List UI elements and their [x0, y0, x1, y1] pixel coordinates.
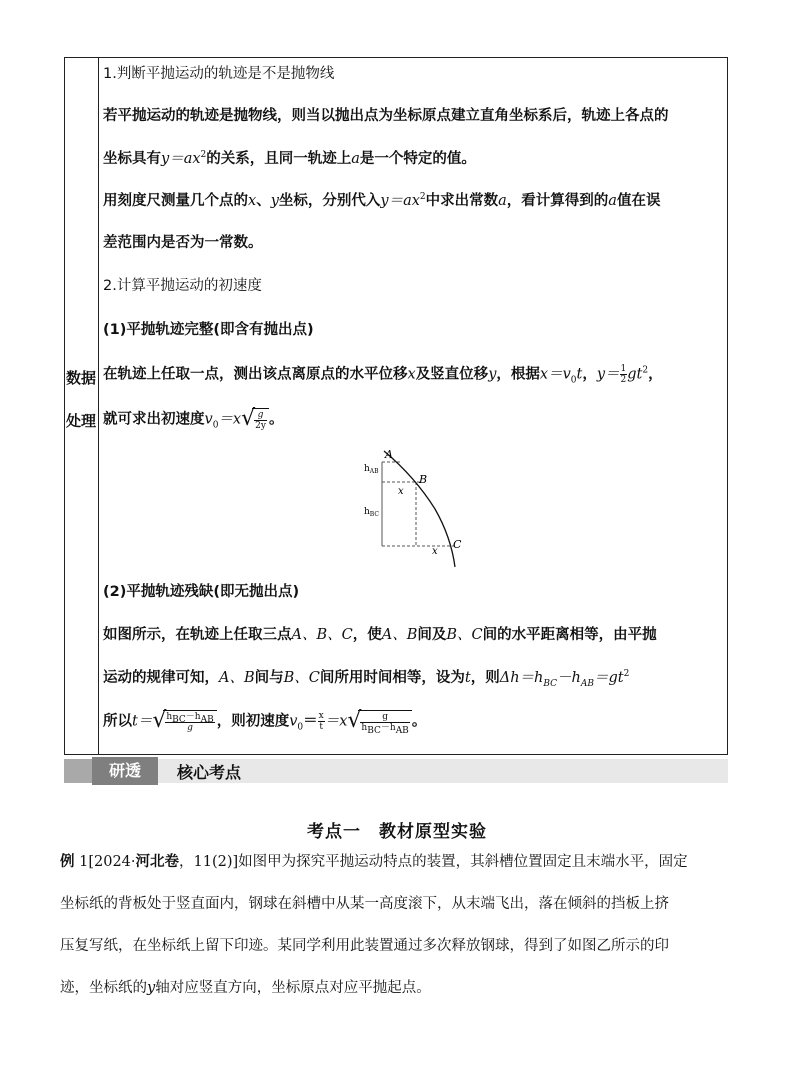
section-banner — [64, 757, 728, 787]
heading-2-1: (1)平抛轨迹完整(即含有抛出点) — [103, 322, 314, 338]
trajectory-figure — [355, 447, 475, 572]
paragraph-2: 坐标具有$y=ax^2$的关系，且同一轨迹上a是一个特定的值。 — [103, 150, 476, 167]
heading-2: 2.计算平抛运动的初速度 — [103, 278, 262, 294]
h-bc-label: $h_{BC}$ — [364, 507, 379, 518]
example-line-3: 压复写纸，在坐标纸上留下印迹。某同学利用此装置通过多次释放钢球，得到了如图乙所示的印 — [60, 938, 669, 954]
banner-background — [64, 759, 728, 783]
x-label-upper: x — [398, 486, 404, 497]
point-b-label: B — [419, 473, 428, 486]
point-a-label: A — [385, 448, 393, 461]
h-ab-label: $h_{AB}$ — [364, 464, 379, 475]
trajectory-curve — [384, 451, 455, 567]
banner-tag-shadow — [64, 759, 92, 783]
paragraph-8: 运动的规律可知，A、B间与B、C间所用时间相等，设为t，则$\Delta h=h_{BC}-h_{AB}=gt^2$ — [103, 669, 630, 689]
paragraph-6: 就可求出初速度$v_0=x$ √ $\frac{g}{2y}$ 。 — [103, 406, 284, 431]
point-c-label: C — [453, 538, 462, 551]
heading-2-2: (2)平抛轨迹残缺(即无抛出点) — [103, 584, 300, 600]
section-title: 考点一 教材原型实验 — [307, 822, 487, 842]
example-line-4: 迹，坐标纸的y轴对应竖直方向，坐标原点对应平抛起点。 — [60, 980, 431, 996]
x-label-lower: x — [432, 546, 438, 557]
paragraph-5: 在轨迹上任取一点，测出该点离原点的水平位移x及竖直位移y，根据$x=v_0t$，y＝ $\frac{1}{2}$ $gt^2$， — [103, 364, 663, 386]
example-line-2: 坐标纸的背板处于竖直面内，钢球在斜槽中从某一高度滚下，从末端飞出，落在倾斜的挡板上挤 — [60, 896, 669, 912]
side-label-line2: 处理 — [65, 412, 96, 430]
banner-title: 核心考点 — [177, 763, 242, 782]
paragraph-7: 如图所示，在轨迹上任取三点A、B、C，使A、B间及B、C间的水平距离相等，由平抛 — [103, 627, 657, 643]
paragraph-4: 差范围内是否为一常数。 — [103, 235, 263, 251]
table-column-divider — [98, 57, 99, 755]
paragraph-3: 用刻度尺测量几个点的x、y坐标，分别代入$y=ax^2$中求出常数a，看计算得到的a值在误 — [103, 192, 661, 209]
example-line-1: 例 1[2024·河北卷，11(2)]如图甲为探究平抛运动特点的装置，其斜槽位置固定且末端水平，固定 — [60, 854, 688, 870]
side-label-line1: 数据 — [65, 369, 96, 387]
paragraph-1: 若平抛运动的轨迹是抛物线，则当以抛出点为坐标原点建立直角坐标系后，轨迹上各点的 — [103, 108, 669, 124]
paragraph-9: 所以t＝ √ $\frac{h_{BC}-h_{AB}}{g}$ ，则初速度$v_0=$ $\frac{x}{t}$ ＝x √ $\frac{g}{h_{BC}-h_{AB}}$ 。 — [103, 708, 427, 736]
banner-tag: 研透 — [92, 757, 158, 785]
heading-1: 1.判断平抛运动的轨迹是不是抛物线 — [103, 66, 335, 82]
